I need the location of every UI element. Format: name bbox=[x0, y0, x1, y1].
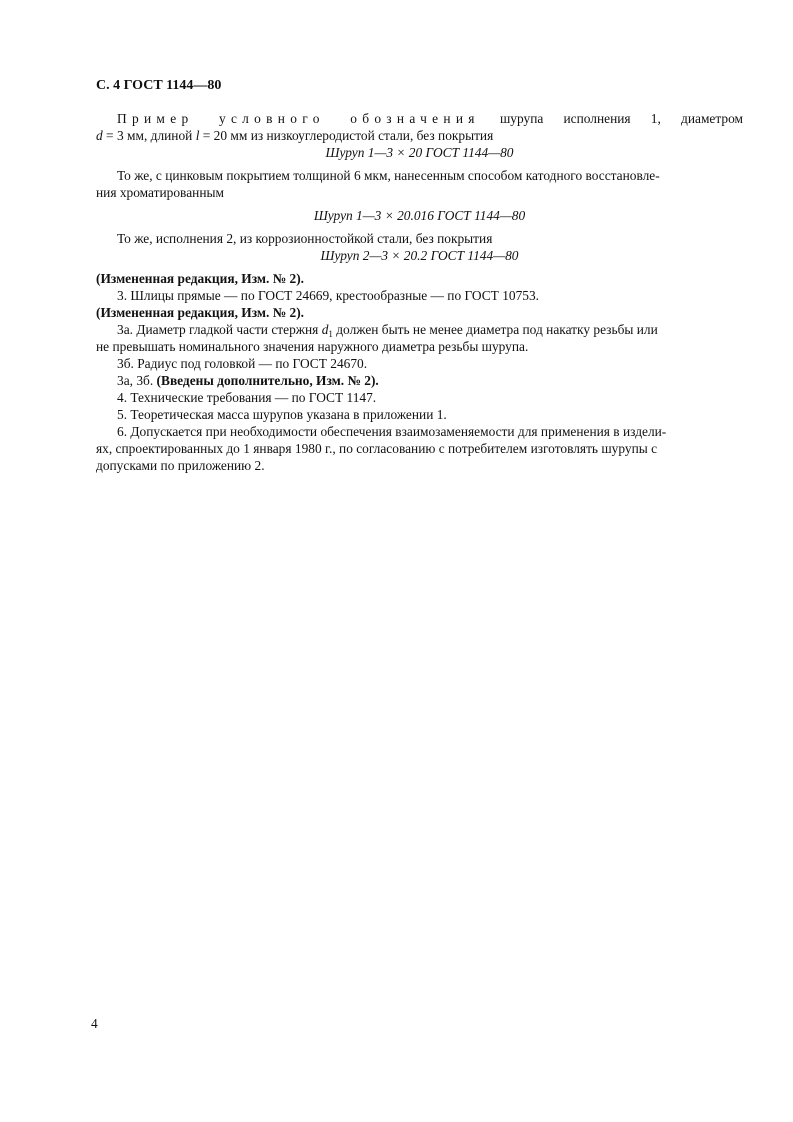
item-6-line-3: допусками по приложению 2. bbox=[96, 458, 265, 473]
item-4-requirements: 4. Технические требования — по ГОСТ 1147. bbox=[117, 390, 377, 405]
document-body bbox=[96, 110, 743, 474]
item-6-line-2: ях, спроектированных до 1 января 1980 г., по согласованию с потребителем изготовлять шурупы с bbox=[96, 441, 658, 456]
designation-3: Шуруп 2—3 × 20.2 ГОСТ 1144—80 bbox=[320, 248, 519, 263]
version2-line: То же, исполнения 2, из коррозионностойкой стали, без покрытия bbox=[117, 231, 493, 246]
shank-diameter-symbol: d bbox=[321, 322, 329, 337]
designation-2: Шуруп 1—3 × 20.016 ГОСТ 1144—80 bbox=[313, 208, 526, 223]
example-dimensions-line bbox=[96, 127, 743, 144]
item-5-mass: 5. Теоретическая масса шурупов указана в приложении 1. bbox=[117, 407, 447, 422]
amendment-note-2: (Измененная редакция, Изм. № 2). bbox=[96, 305, 305, 320]
item-3ab-note bbox=[96, 372, 743, 389]
item-3a-line-2: не превышать номинального значения наружного диаметра резьбы шурупа. bbox=[96, 339, 529, 354]
item-6-line-1: 6. Допускается при необходимости обеспечения взаимозаменяемости для применения в издели- bbox=[117, 424, 667, 439]
designation-1: Шуруп 1—3 × 20 ГОСТ 1144—80 bbox=[325, 145, 514, 160]
zinc-coating-line-1: То же, с цинковым покрытием толщиной 6 мкм, нанесенным способом катодного восстановле- bbox=[117, 168, 660, 183]
example-intro-line bbox=[96, 110, 743, 127]
zinc-coating-line-2: ния хроматированным bbox=[96, 185, 224, 200]
item-3ab-prefix: 3а, 3б. bbox=[117, 373, 157, 388]
item-3a-end: должен быть не менее диаметра под накатку резьбы или bbox=[332, 322, 658, 337]
item-3ab-bold: (Введены дополнительно, Изм. № 2). bbox=[156, 373, 379, 388]
amendment-note-1: (Измененная редакция, Изм. № 2). bbox=[96, 271, 305, 286]
example-dimensions-end: = 20 мм из низкоуглеродистой стали, без покрытия bbox=[199, 128, 494, 143]
example-intro-spaced: Пример условного обозначения bbox=[117, 111, 480, 126]
length-symbol: l bbox=[195, 128, 200, 143]
item-3-slots: 3. Шлицы прямые — по ГОСТ 24669, крестообразные — по ГОСТ 10753. bbox=[117, 288, 540, 303]
shank-diameter-subscript: 1 bbox=[328, 329, 333, 339]
item-3a-line-1 bbox=[96, 321, 743, 338]
diameter-symbol: d bbox=[96, 128, 103, 143]
example-dimensions-mid: = 3 мм, длиной bbox=[102, 128, 196, 143]
example-intro-rest: шурупа исполнения 1, диаметром bbox=[499, 111, 743, 126]
item-3b-radius: 3б. Радиус под головкой — по ГОСТ 24670. bbox=[117, 356, 368, 371]
page-header: С. 4 ГОСТ 1144—80 bbox=[96, 78, 222, 93]
page-number: 4 bbox=[91, 1016, 98, 1031]
item-3a-start: 3а. Диаметр гладкой части стержня bbox=[117, 322, 322, 337]
